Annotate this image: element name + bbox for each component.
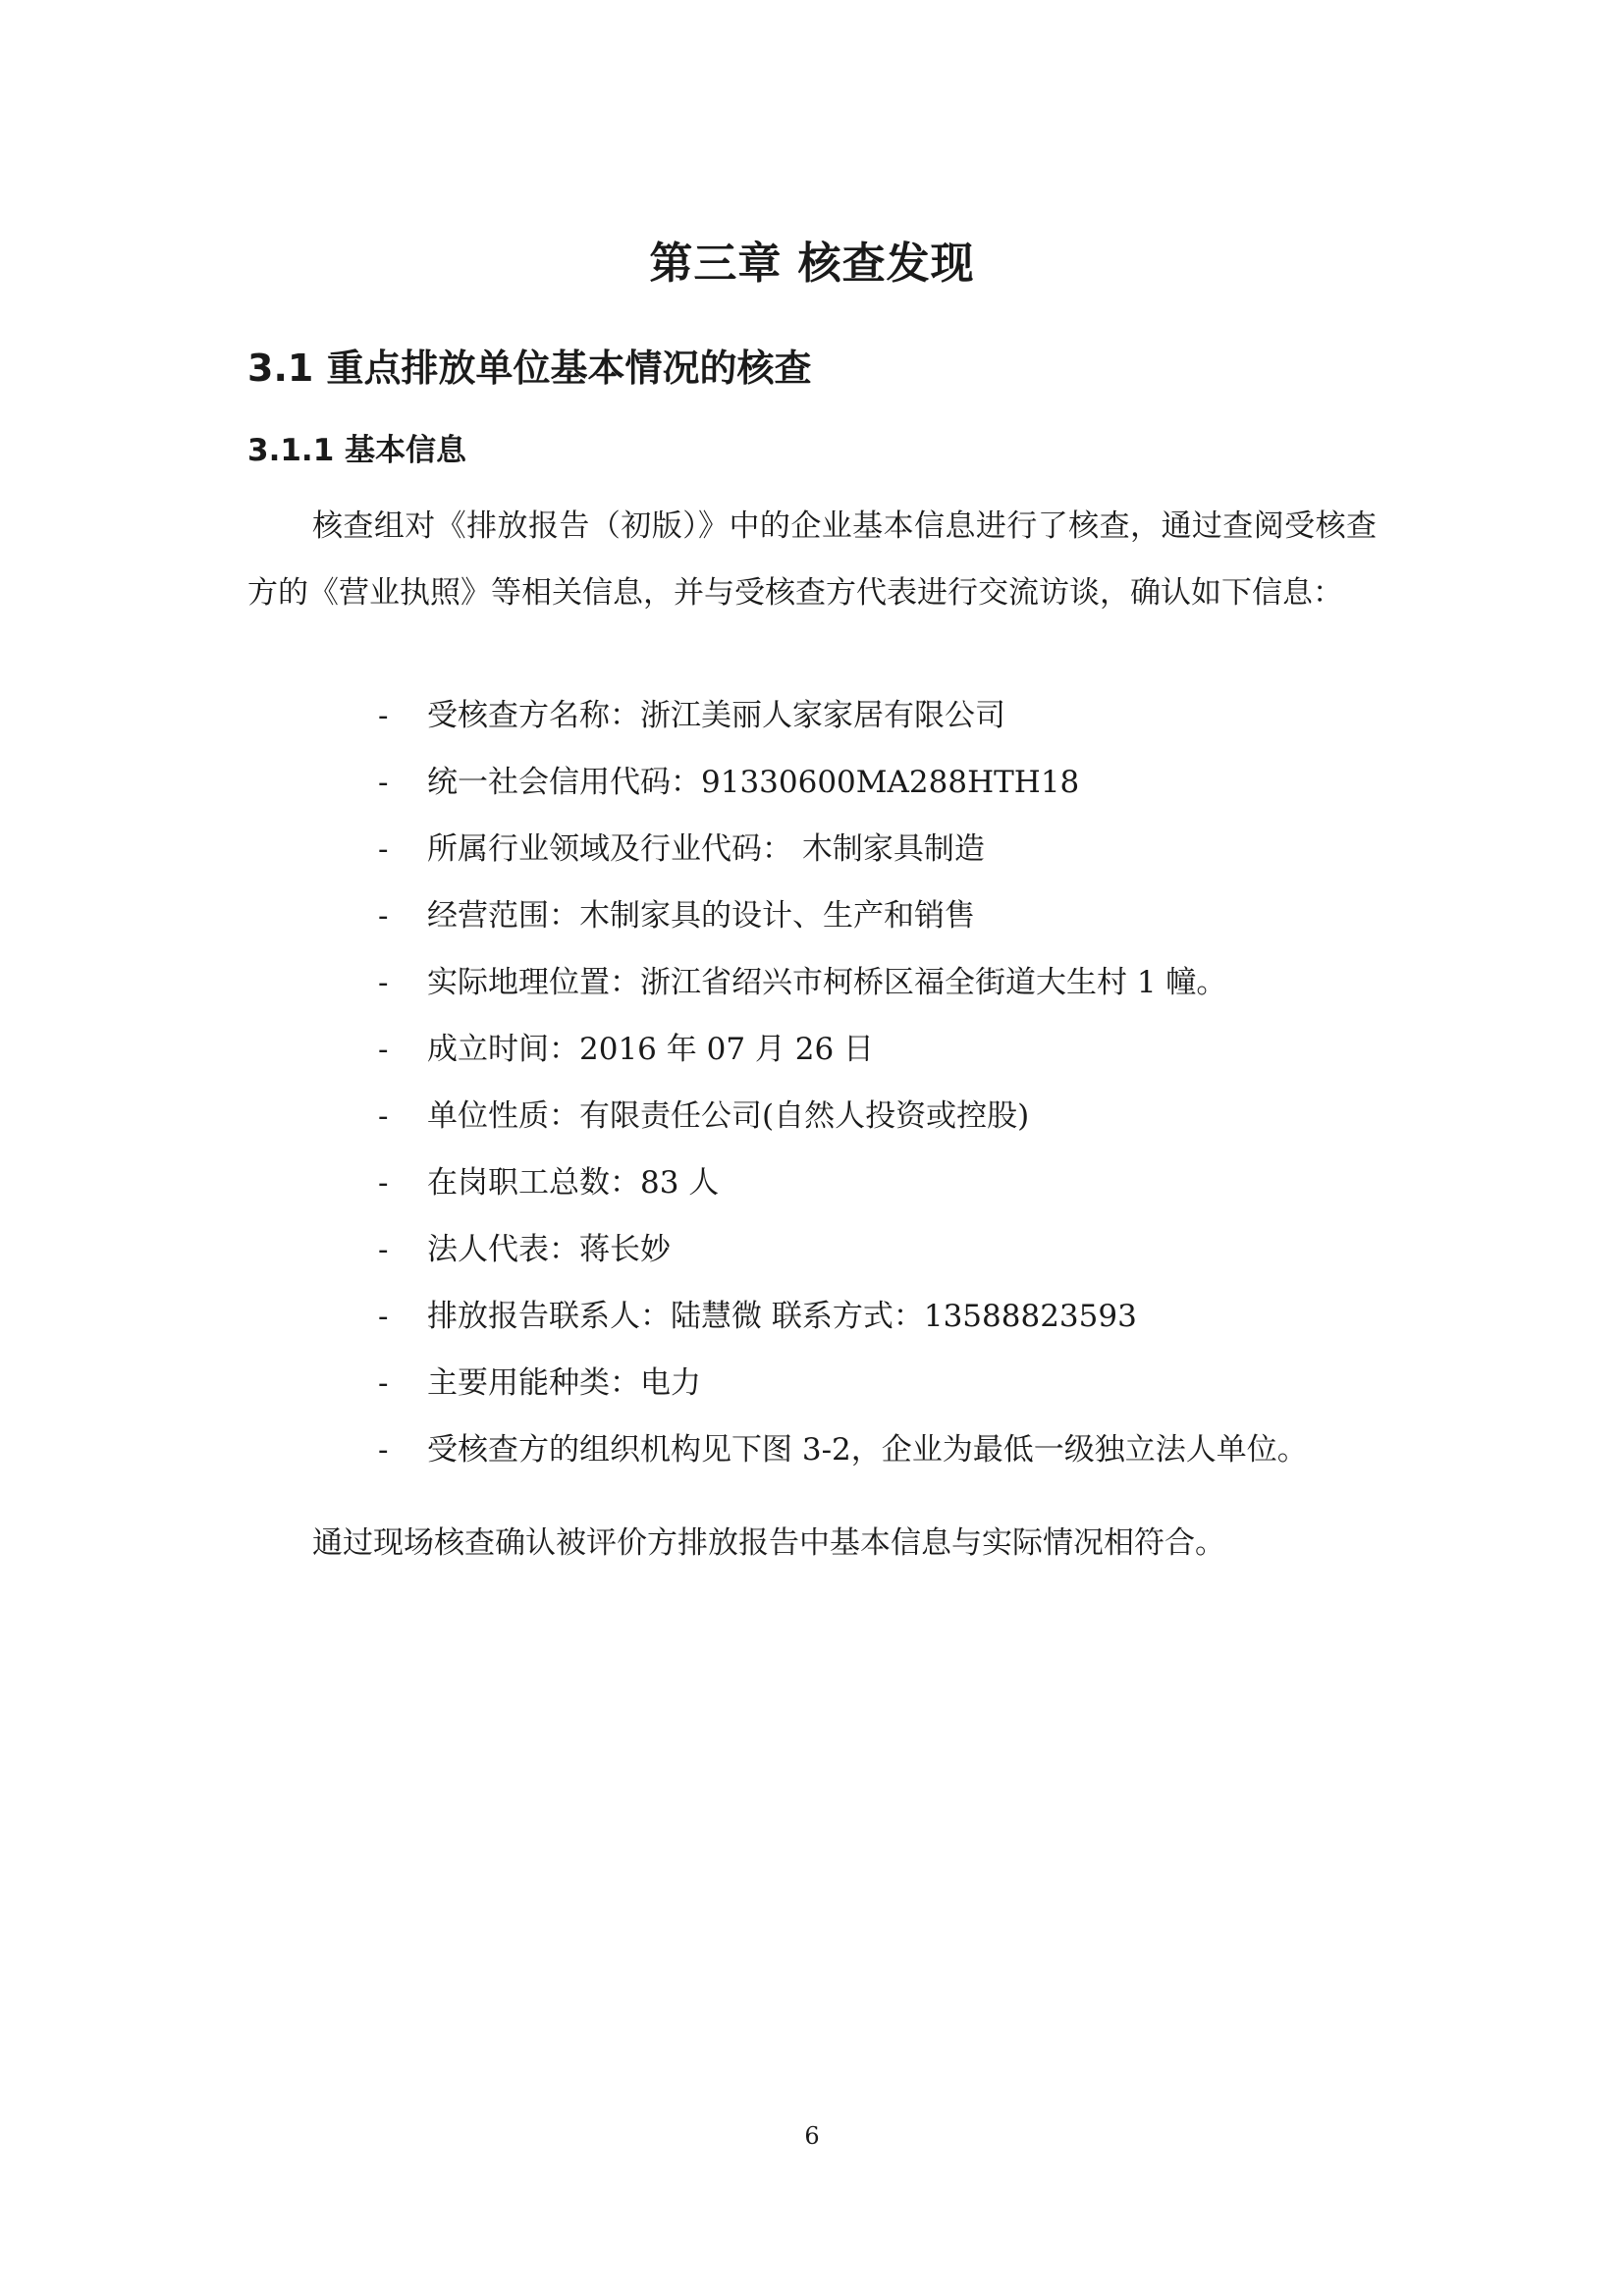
chapter-title: 第三章 核查发现 [649, 239, 975, 289]
info-item-text: 统一社会信用代码：91330600MA288HTH18 [427, 765, 1080, 800]
subsection-title: 3.1.1 基本信息 [247, 433, 467, 468]
info-item-text: 主要用能种类：电力 [427, 1365, 701, 1401]
list-marker: - [378, 831, 389, 867]
list-marker: - [378, 1232, 389, 1267]
info-item-text: 受核查方的组织机构见下图 3-2，企业为最低一级独立法人单位。 [427, 1432, 1308, 1468]
page-number: 6 [804, 2122, 820, 2150]
info-item-text: 经营范围：木制家具的设计、生产和销售 [427, 898, 975, 934]
list-marker: - [378, 965, 389, 1000]
info-item-text: 单位性质：有限责任公司(自然人投资或控股) [427, 1098, 1030, 1134]
conclusion-paragraph: 通过现场核查确认被评价方排放报告中基本信息与实际情况相符合。 [312, 1525, 1225, 1561]
list-marker: - [378, 698, 389, 733]
info-item-text: 在岗职工总数：83 人 [427, 1165, 720, 1201]
list-marker: - [378, 1165, 389, 1201]
info-item-text: 受核查方名称：浙江美丽人家家居有限公司 [427, 698, 1005, 733]
list-marker: - [378, 765, 389, 800]
list-marker: - [378, 1432, 389, 1468]
list-marker: - [378, 1299, 389, 1334]
list-marker: - [378, 1032, 389, 1067]
info-item-text: 排放报告联系人：陆慧微 联系方式：13588823593 [427, 1299, 1137, 1334]
info-item-text: 法人代表：蒋长妙 [427, 1232, 671, 1267]
list-marker: - [378, 1098, 389, 1134]
info-item-text: 实际地理位置：浙江省绍兴市柯桥区福全街道大生村 1 幢。 [427, 965, 1227, 1000]
list-marker: - [378, 898, 389, 934]
info-item-text: 所属行业领域及行业代码： 木制家具制造 [427, 831, 985, 867]
list-marker: - [378, 1365, 389, 1401]
intro-paragraph: 核查组对《排放报告（初版）》中的企业基本信息进行了核查，通过查阅受核查方的《营业执照》等相关信息，并与受核查方代表进行交流访谈，确认如下信息： [247, 508, 1377, 611]
section-title: 3.1 重点排放单位基本情况的核查 [247, 347, 812, 390]
info-item-text: 成立时间：2016 年 07 月 26 日 [427, 1032, 875, 1067]
